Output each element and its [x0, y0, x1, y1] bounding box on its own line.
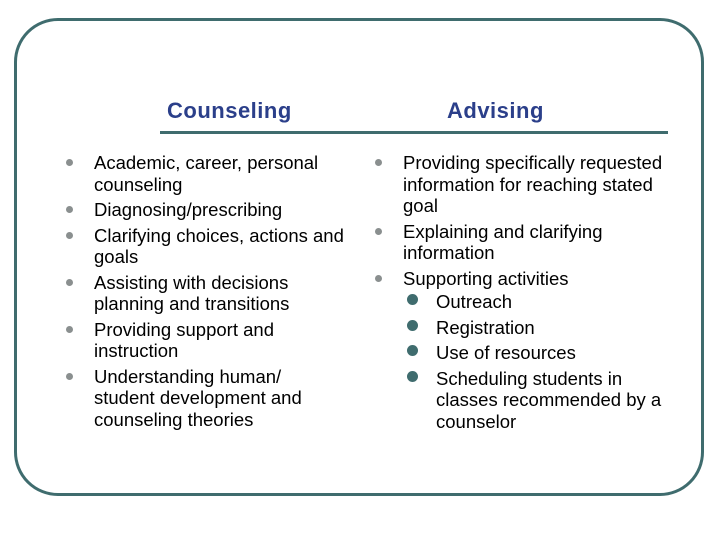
counseling-item-text: Understanding human/ student development and counseling theories	[94, 365, 302, 430]
advising-item-text: Explaining and clarifying information	[403, 220, 603, 263]
bullet-icon	[375, 275, 382, 282]
supporting-activities-list	[403, 291, 665, 432]
sub-item-text: Use of resources	[436, 342, 576, 363]
sub-item	[403, 368, 665, 433]
advising-item-text: Supporting activities	[403, 267, 569, 289]
counseling-heading: Counseling	[167, 98, 292, 123]
advising-item	[375, 152, 665, 217]
counseling-item	[66, 319, 346, 362]
advising-list	[375, 152, 665, 436]
sub-bullet-icon	[407, 320, 418, 331]
counseling-list	[66, 152, 346, 434]
counseling-item	[66, 225, 346, 268]
bullet-icon	[66, 206, 73, 213]
sub-item	[403, 342, 665, 364]
bullet-icon	[66, 326, 73, 333]
counseling-item-text: Academic, career, personal counseling	[94, 152, 319, 195]
advising-item	[375, 221, 665, 264]
bullet-icon	[66, 373, 73, 380]
counseling-item	[66, 199, 346, 221]
bullet-icon	[66, 279, 73, 286]
counseling-item-text: Clarifying choices, actions and goals	[94, 224, 344, 267]
counseling-item	[66, 152, 346, 195]
heading-divider	[160, 131, 668, 134]
counseling-item	[66, 272, 346, 315]
bullet-icon	[375, 228, 382, 235]
sub-item-text: Outreach	[436, 291, 513, 312]
bullet-icon	[375, 159, 382, 166]
bullet-icon	[66, 159, 73, 166]
advising-item	[375, 268, 665, 433]
advising-item-text: Providing specifically requested information for reaching stated goal	[403, 152, 663, 216]
counseling-item-text: Diagnosing/prescribing	[94, 199, 283, 220]
sub-item	[403, 317, 665, 339]
advising-heading: Advising	[447, 98, 544, 123]
sub-bullet-icon	[407, 371, 418, 382]
counseling-item	[66, 366, 346, 431]
sub-item-text: Scheduling students in classes recommended by a counselor	[436, 367, 662, 432]
sub-item-text: Registration	[436, 316, 535, 338]
sub-item	[403, 291, 665, 313]
bullet-icon	[66, 232, 73, 239]
counseling-item-text: Assisting with decisions planning and transitions	[94, 271, 290, 314]
counseling-item-text: Providing support and instruction	[94, 318, 274, 361]
sub-bullet-icon	[407, 294, 418, 305]
sub-bullet-icon	[407, 345, 418, 356]
